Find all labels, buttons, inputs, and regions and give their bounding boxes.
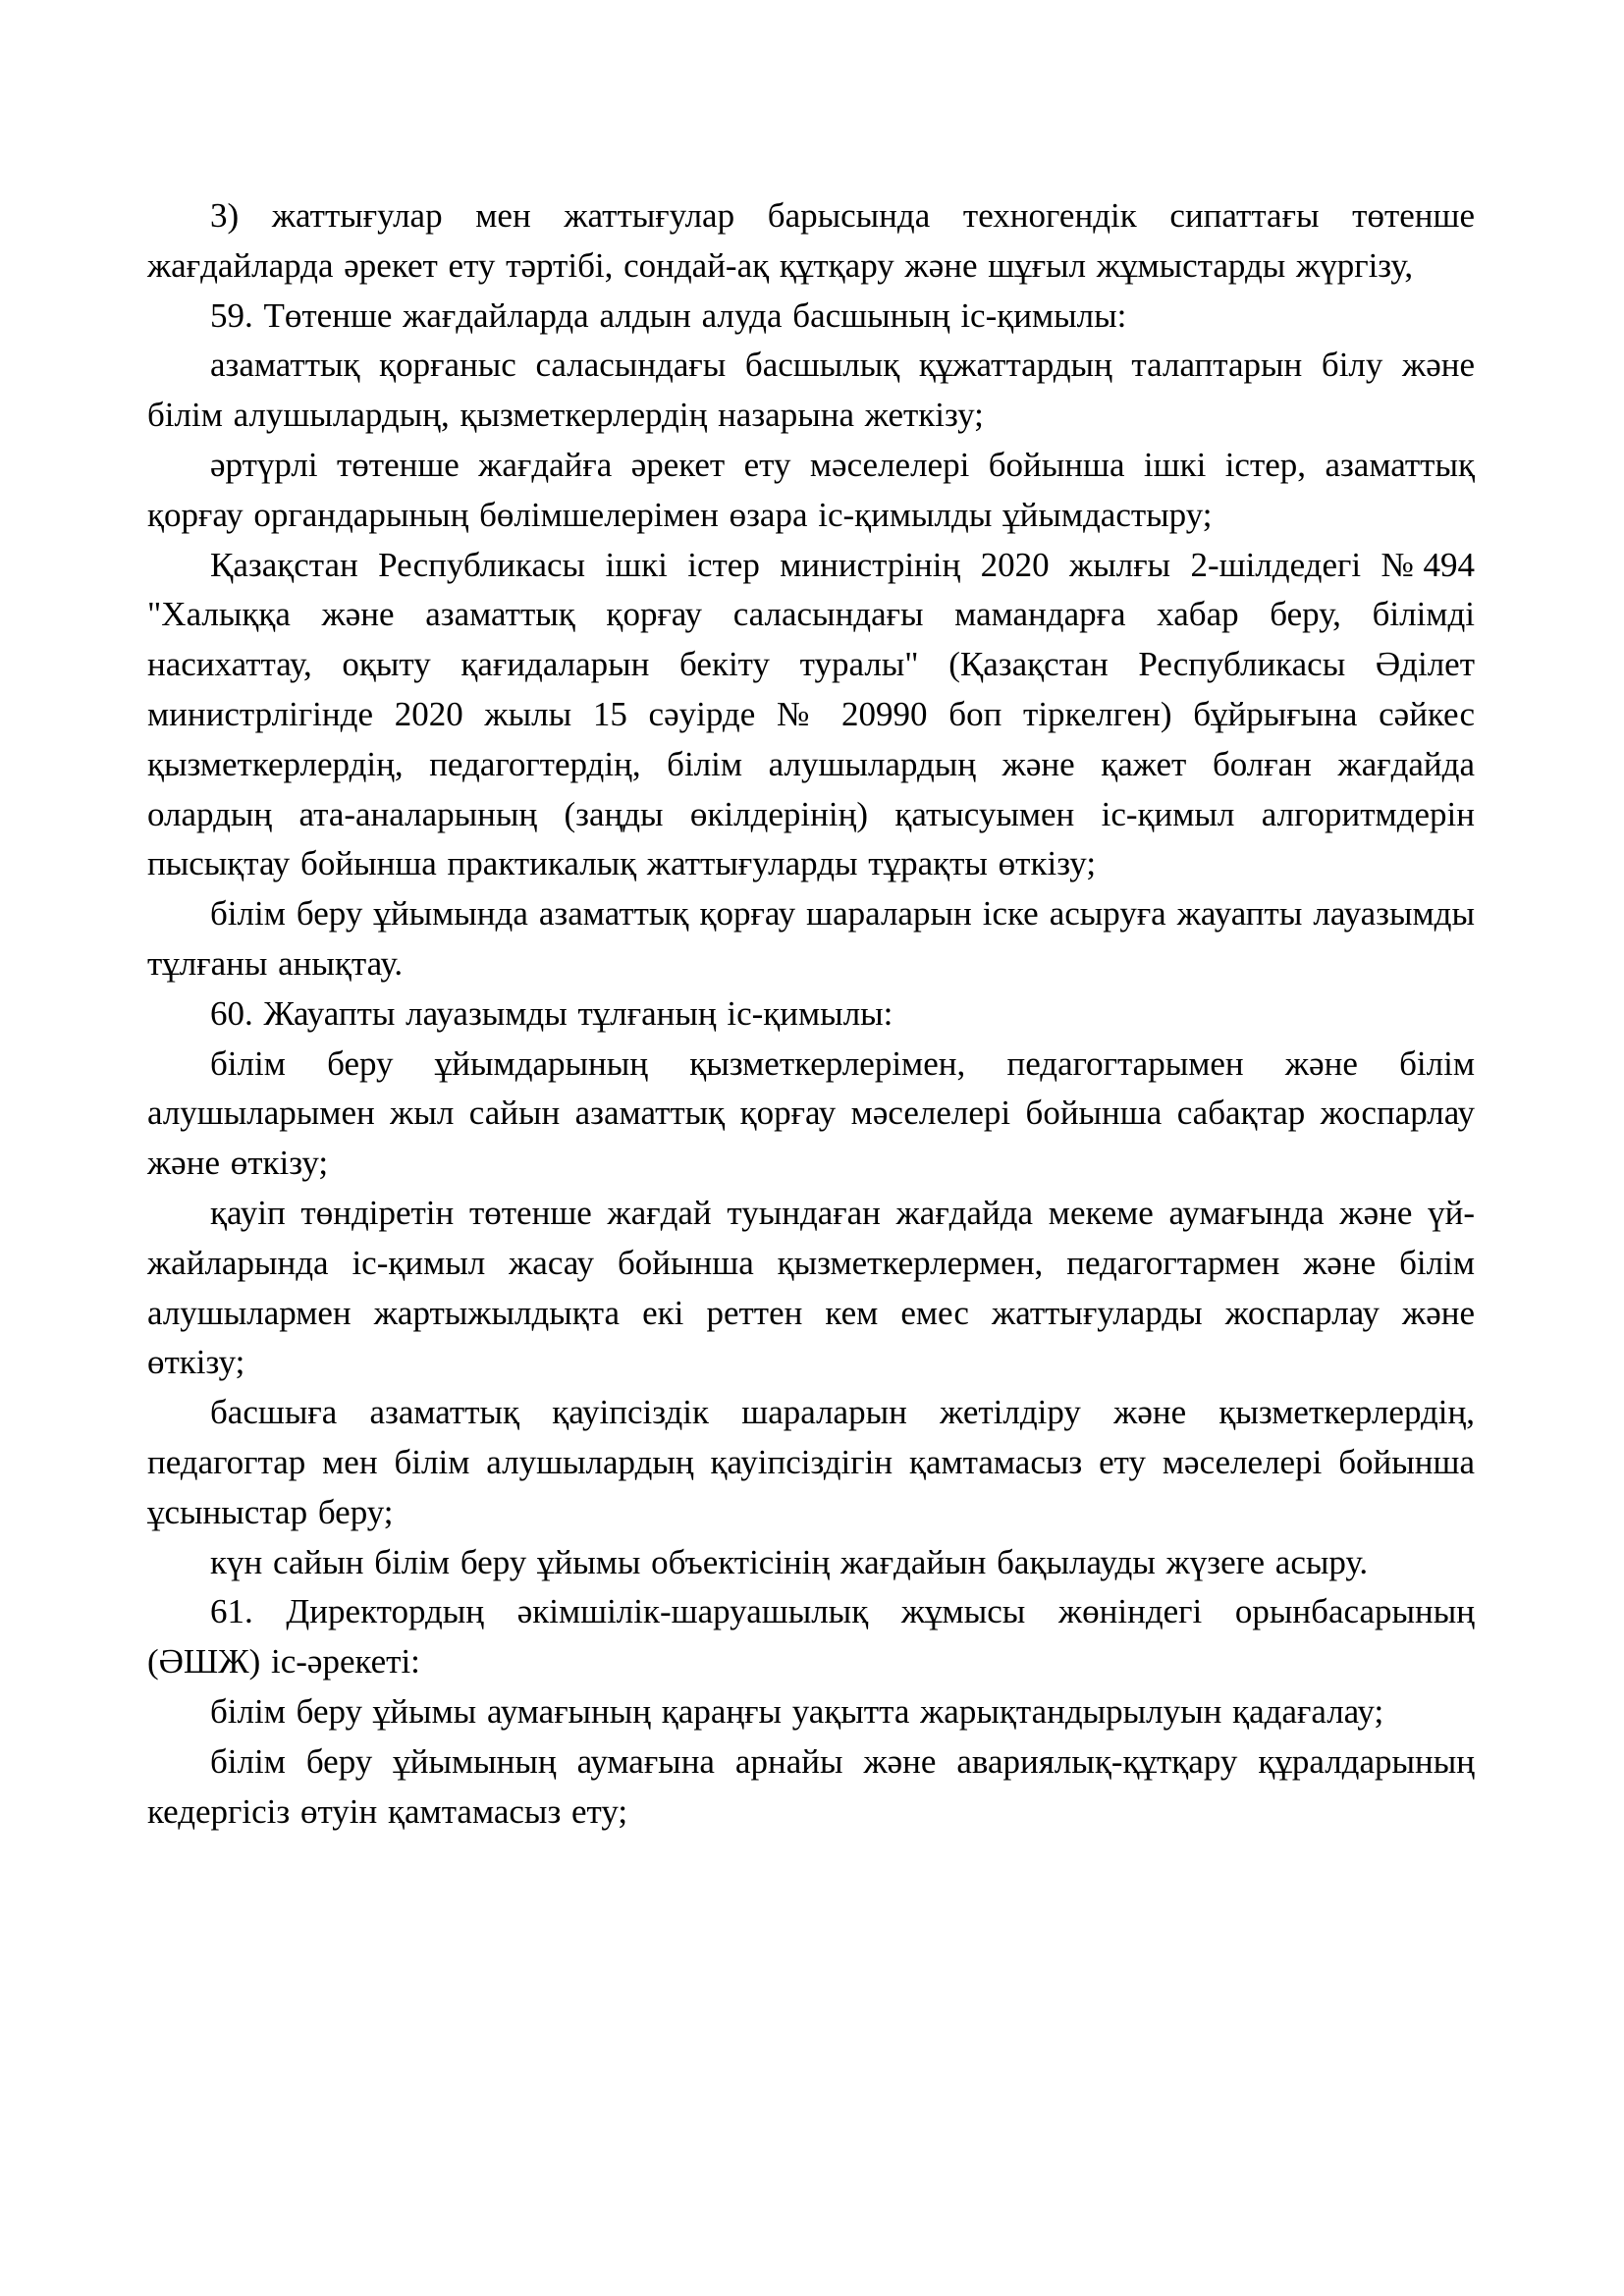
paragraph-item-3: 3) жаттығулар мен жаттығулар барысында техногендік сипаттағы төтенше жағдайларда әрекет ету тәртібі, сондай-ақ құтқару және шұғыл жұмыстарды жүргізу,: [147, 196, 1475, 285]
paragraph-clause-60-item-1: білім беру ұйымдарының қызметкерлерімен, педагогтарымен және білім алушыларымен жыл сайын азаматтық қорғау мәселелері бойынша сабақтар жоспарлау және өткізу;: [147, 1043, 1475, 1183]
paragraph-clause-60-item-3: басшыға азаматтық қауіпсіздік шараларын жетілдіру және қызметкерлердің, педагогтар мен білім алушылардың қауіпсіздігін қамтамасыз ету мәселелері бойынша ұсыныстар беру;: [147, 1393, 1475, 1531]
paragraph-clause-61-heading: 61. Директордың әкімшілік-шаруашылық жұмысы жөніндегі орынбасарының (ӘШЖ) іс-әрекеті:: [147, 1592, 1475, 1682]
paragraph-clause-59-item-2: әртүрлі төтенше жағдайға әрекет ету мәселелері бойынша ішкі істер, азаматтық қорғау органдарының бөлімшелерімен өзара іс-қимылды ұйымдастыру;: [147, 445, 1475, 534]
paragraph-clause-59-heading: 59. Төтенше жағдайларда алдын алуда басшының іс-қимылы:: [210, 295, 1127, 335]
paragraph-clause-59-item-4: білім беру ұйымында азаматтық қорғау шараларын іске асыруға жауапты лауазымды тұлғаны анықтау.: [147, 894, 1475, 983]
paragraph-clause-61-item-1: білім беру ұйымы аумағының қараңғы уақытта жарықтандырылуын қадағалау;: [210, 1691, 1384, 1731]
paragraph-clause-61-item-2: білім беру ұйымының аумағына арнайы және авариялық-құтқару құралдарының кедергісіз өтуін қамтамасыз ету;: [147, 1741, 1475, 1831]
paragraph-clause-60-heading: 60. Жауапты лауазымды тұлғаның іс-қимылы:: [210, 993, 893, 1033]
paragraph-clause-59-item-1: азаматтық қорғаныс саласындағы басшылық құжаттардың талаптарын білу және білім алушылардың, қызметкерлердің назарына жеткізу;: [147, 346, 1475, 435]
paragraph-clause-59-item-3: Қазақстан Республикасы ішкі істер министрінің 2020 жылғы 2-шілдедегі №494 "Халыққа және азаматтық қорғау саласындағы мамандарға хабар беру, білімді насихаттау, оқыту қағидаларын бекіту туралы" (Қазақстан Республикасы Әділет министрлігінде 2020 жылы 15 сәуірде № 20990 боп тіркелген) бұйрығына сәйкес қызметкерлердің, педагогтердің, білім алушылардың және қажет болған жағдайда олардың ата-аналарының (заңды өкілдерінің) қатысуымен іс-қимыл алгоритмдерін пысықтау бойынша практикалық жаттығуларды тұрақты өткізу;: [147, 545, 1475, 883]
paragraph-clause-60-item-4: күн сайын білім беру ұйымы объектісінің жағдайын бақылауды жүзеге асыру.: [210, 1542, 1369, 1581]
paragraph-clause-60-item-2: қауіп төндіретін төтенше жағдай туындаған жағдайда мекеме аумағында және үй-жайларында іс-қимыл жасау бойынша қызметкерлермен, педагогтармен және білім алушылармен жартыжылдықта екі реттен кем емес жаттығуларды жоспарлау және өткізу;: [147, 1193, 1475, 1382]
